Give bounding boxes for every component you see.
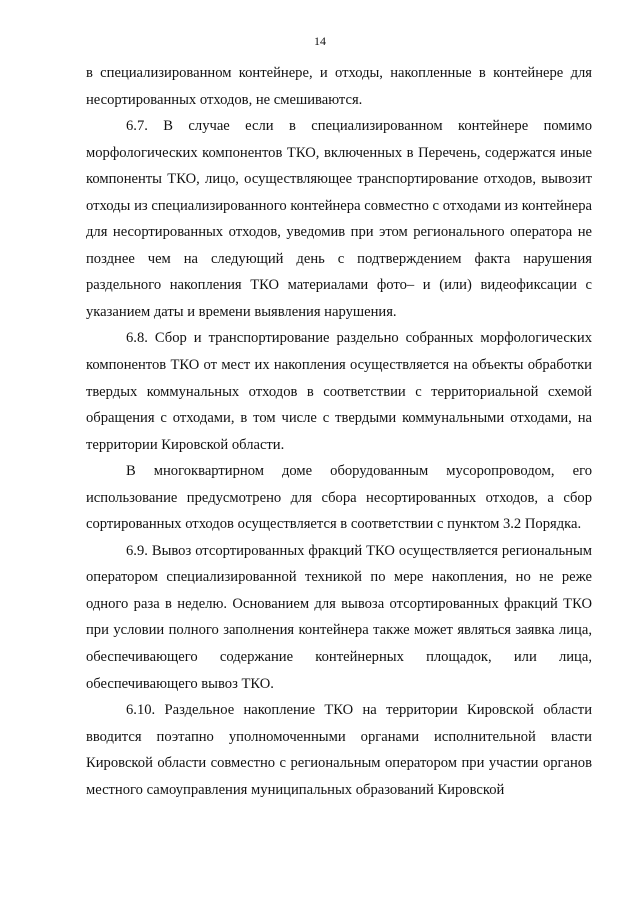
paragraph-6-9: 6.9. Вывоз отсортированных фракций ТКО осуществляется региональным оператором специализированной техникой по мере накопления, но не реже одного раза в неделю. Основанием для вывоза отсортированных фракций ТКО при условии полного заполнения контейнера также может являться заявка лица, обеспечивающего содержание контейнерных площадок, или лица, обеспечивающего вывоз ТКО. [86,542,592,692]
paragraph-6-7: 6.7. В случае если в специализированном контейнере помимо морфологических компонентов ТКО, включенных в Перечень, содержатся иные компоненты ТКО, лицо, осуществляющее транспортирование отходов, вывозит отходы из специализированного контейнера совместно с отходами из контейнера для несортированных отходов, уведомив при этом регионального оператора не позднее чем на следующий день с подтверждением факта нарушения раздельного накопления ТКО материалами фото– и (или) видеофиксации с указанием даты и времени выявления нарушения. [86,118,592,320]
paragraph-6-10: 6.10. Раздельное накопление ТКО на территории Кировской области вводится поэтапно уполномоченными органами исполнительной власти Кировской области совместно с региональным оператором при участии органов местного самоуправления муниципальных образований Кировской [86,702,592,798]
paragraph-garbage-chute: В многоквартирном доме оборудованным мусоропроводом, его использование предусмотрено для сбора несортированных отходов, а сбор сортированных отходов осуществляется в соответствии с пунктом 3.2 Порядка. [86,463,592,533]
page-number: 14 [314,34,326,48]
paragraph-6-8: 6.8. Сбор и транспортирование раздельно собранных морфологических компонентов ТКО от мест их накопления осуществляется на объекты обработки твердых коммунальных отходов в соответствии с территориальной схемой обращения с отходами, в том числе с твердыми коммунальными отходами, на территории Кировской области. [86,330,592,453]
paragraph-continuation: в специализированном контейнере, и отходы, накопленные в контейнере для несортированных отходов, не смешиваются. [86,65,592,108]
document-body [86,60,592,803]
